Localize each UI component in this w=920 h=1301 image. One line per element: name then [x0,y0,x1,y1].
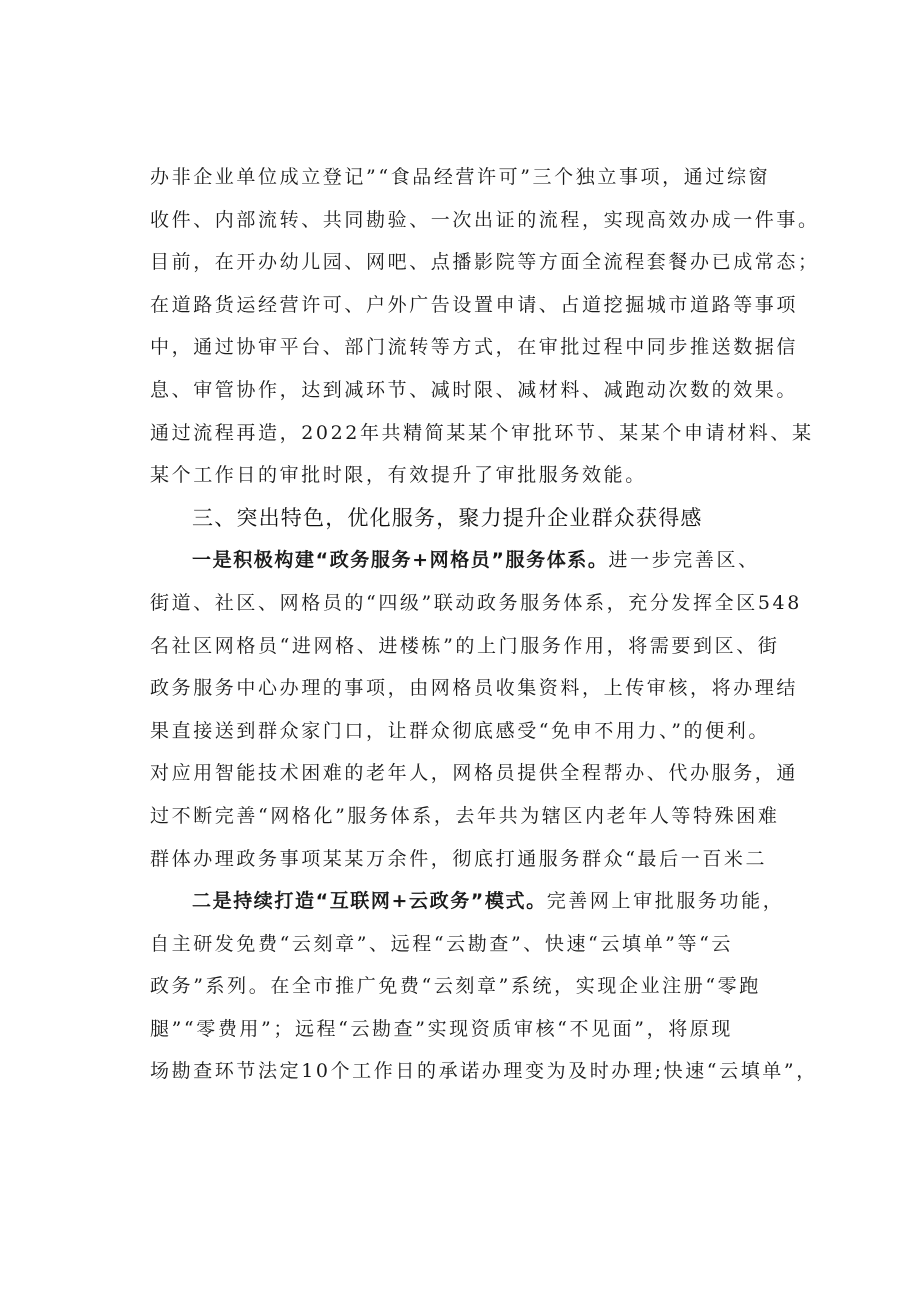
paragraph-first-rest: 进一步完善区、 [608,549,760,572]
paragraph-line: 过不断完善“网格化”服务体系，去年共为辖区内老年人等特殊困难 [150,804,780,827]
paragraph-line: 对应用智能技术困难的老年人，网格员提供全程帮办、代办服务，通 [150,762,799,785]
paragraph-first-rest: 完善网上审批服务功能， [546,890,785,913]
paragraph-line: 某个工作日的审批时限，有效提升了审批服务效能。 [150,464,647,487]
paragraph-line: 自主研发免费“云刻章”、远程“云勘查”、快速“云填单”等“云 [150,932,733,955]
paragraph-first-line [150,880,822,923]
paragraph-cloud-government [150,880,822,1093]
paragraph-line: 场勘查环节法定10个工作日的承诺办理变为及时办理;快速“云填单”， [150,1060,818,1083]
document-page [150,156,822,1093]
paragraph-line: 政务服务中心办理的事项，由网格员收集资料，上传审核，将办理结 [150,677,799,700]
paragraph-line: 中，通过协审平台、部门流转等方式，在审批过程中同步推送数据信 [150,336,799,359]
paragraph-line: 街道、社区、网格员的“四级”联动政务服务体系，充分发挥全区548 [150,591,802,614]
paragraph-line: 群体办理政务事项某某万余件，彻底打通服务群众“最后一百米二 [150,847,768,870]
paragraph-process-reengineering [150,156,822,497]
paragraph-line: 办非企业单位成立登记”“食品经营许可”三个独立事项，通过综窗 [150,166,771,188]
paragraph-line: 通过流程再造，2022年共精简某某个审批环节、某某个申请材料、某 [150,421,814,444]
paragraph-line: 腿”“零费用”；远程“云勘查”实现资质审核“不见面”，将原现 [150,1017,733,1040]
paragraph-line: 名社区网格员“进网格、进楼栋”的上门服务作用，将需要到区、街 [150,634,780,657]
paragraph-line: 果直接送到群众家门口，让群众彻底感受“免申不用力、”的便利。 [150,719,770,742]
paragraph-line: 目前，在开办幼儿园、网吧、点播影院等方面全流程套餐办已成常态； [150,251,820,274]
paragraph-lead: 一是积极构建“政务服务+网格员”服务体系。 [192,549,609,572]
paragraph-line: 收件、内部流转、共同勘验、一次出证的流程，实现高效办成一件事。 [150,208,820,231]
paragraph-grid-service [150,539,822,880]
paragraph-lead: 二是持续打造“互联网+云政务”模式。 [192,890,547,913]
paragraph-line: 息、审管协作，达到减环节、减时限、减材料、减跑动次数的效果。 [150,378,799,401]
section-heading: 三、突出特色，优化服务，聚力提升企业群众获得感 [192,505,703,530]
paragraph-line: 在道路货运经营许可、户外广告设置申请、占道挖掘城市道路等事项 [150,293,799,316]
paragraph-line: 政务”系列。在全市推广免费“云刻章”系统，实现企业注册“零跑 [150,975,761,998]
paragraph-first-line [150,539,822,582]
